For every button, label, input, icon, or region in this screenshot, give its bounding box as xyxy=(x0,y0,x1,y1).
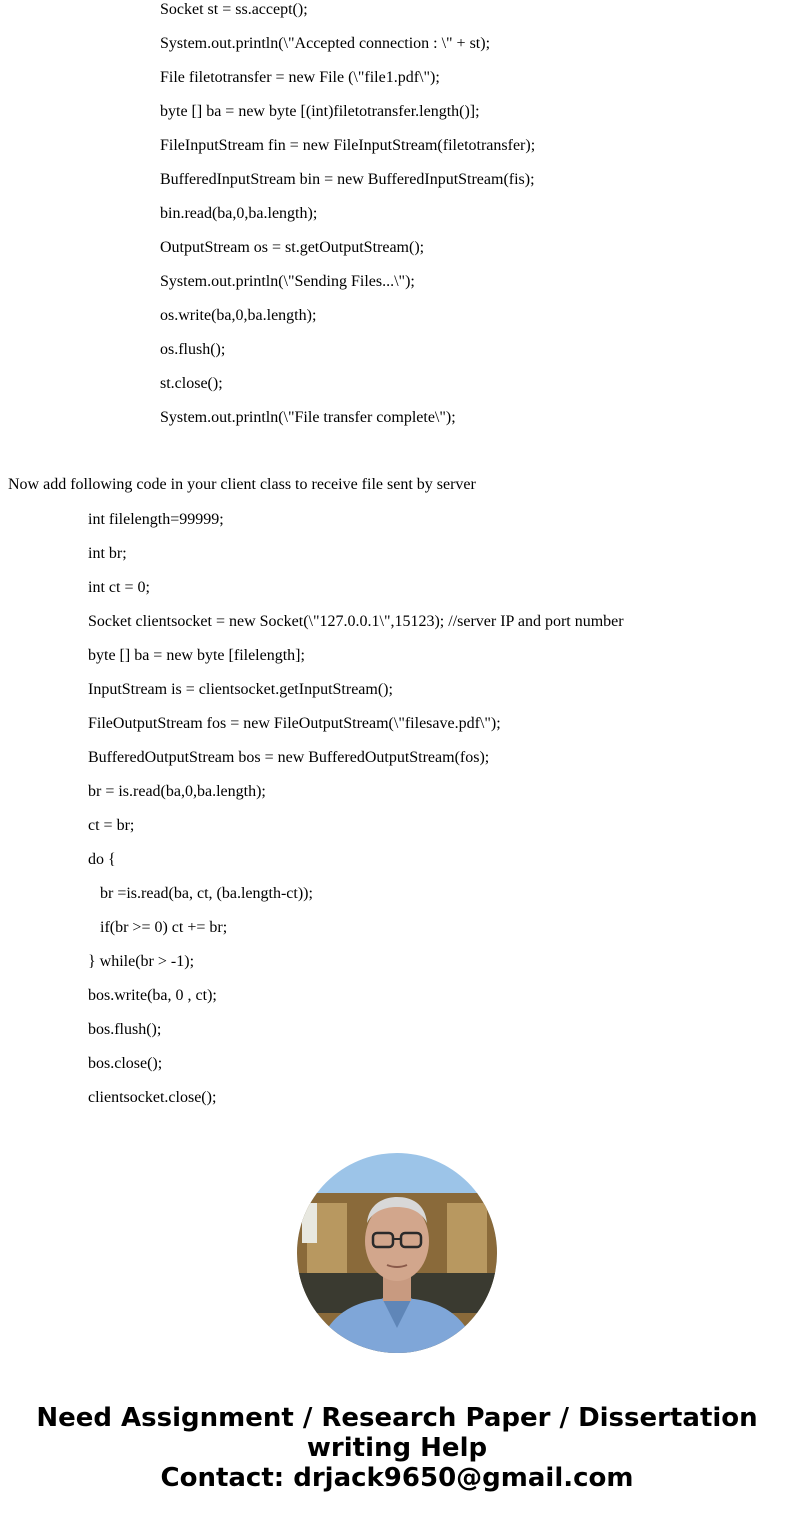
client-intro-text: Now add following code in your client class to receive file sent by server xyxy=(8,476,476,493)
code-line: bin.read(ba,0,ba.length); xyxy=(160,205,318,222)
promo-line-2: writing Help xyxy=(306,1433,488,1463)
code-line: os.write(ba,0,ba.length); xyxy=(160,307,317,324)
promo-contact: Contact: drjack9650@gmail.com xyxy=(160,1463,634,1493)
code-line: byte [] ba = new byte [(int)filetotransfer.length()]; xyxy=(160,103,480,120)
code-line: bos.close(); xyxy=(88,1055,163,1072)
code-line: clientsocket.close(); xyxy=(88,1089,217,1106)
code-line: int br; xyxy=(88,545,127,562)
code-line: do { xyxy=(88,851,116,868)
author-avatar xyxy=(297,1153,497,1353)
code-line: br = is.read(ba,0,ba.length); xyxy=(88,783,266,800)
code-line: BufferedOutputStream bos = new BufferedOutputStream(fos); xyxy=(88,749,490,766)
promo-banner xyxy=(0,1403,794,1493)
promo-line-1: Need Assignment / Research Paper / Dissertation xyxy=(36,1403,758,1433)
code-line: st.close(); xyxy=(160,375,223,392)
code-line: File filetotransfer = new File (\"file1.pdf\"); xyxy=(160,69,440,86)
code-line: br =is.read(ba, ct, (ba.length-ct)); xyxy=(100,885,313,902)
code-line: bos.write(ba, 0 , ct); xyxy=(88,987,217,1004)
code-line: OutputStream os = st.getOutputStream(); xyxy=(160,239,425,256)
code-line: System.out.println(\"File transfer complete\"); xyxy=(160,409,456,426)
code-line: if(br >= 0) ct += br; xyxy=(100,919,228,936)
code-line: byte [] ba = new byte [filelength]; xyxy=(88,647,305,664)
code-line: Socket clientsocket = new Socket(\"127.0.0.1\",15123); //server IP and port number xyxy=(88,613,624,630)
code-line: int ct = 0; xyxy=(88,579,150,596)
code-line: System.out.println(\"Accepted connection : \" + st); xyxy=(160,35,491,52)
code-line: int filelength=99999; xyxy=(88,511,224,528)
code-line: FileInputStream fin = new FileInputStream(filetotransfer); xyxy=(160,137,536,154)
code-line: BufferedInputStream bin = new BufferedInputStream(fis); xyxy=(160,171,535,188)
code-line: os.flush(); xyxy=(160,341,226,358)
code-line: bos.flush(); xyxy=(88,1021,162,1038)
code-line: FileOutputStream fos = new FileOutputStream(\"filesave.pdf\"); xyxy=(88,715,501,732)
author-portrait-image xyxy=(297,1153,497,1353)
code-line: InputStream is = clientsocket.getInputStream(); xyxy=(88,681,393,698)
code-line: ct = br; xyxy=(88,817,135,834)
code-line: Socket st = ss.accept(); xyxy=(160,1,308,18)
code-line: } while(br > -1); xyxy=(88,953,195,970)
code-line: System.out.println(\"Sending Files...\"); xyxy=(160,273,415,290)
